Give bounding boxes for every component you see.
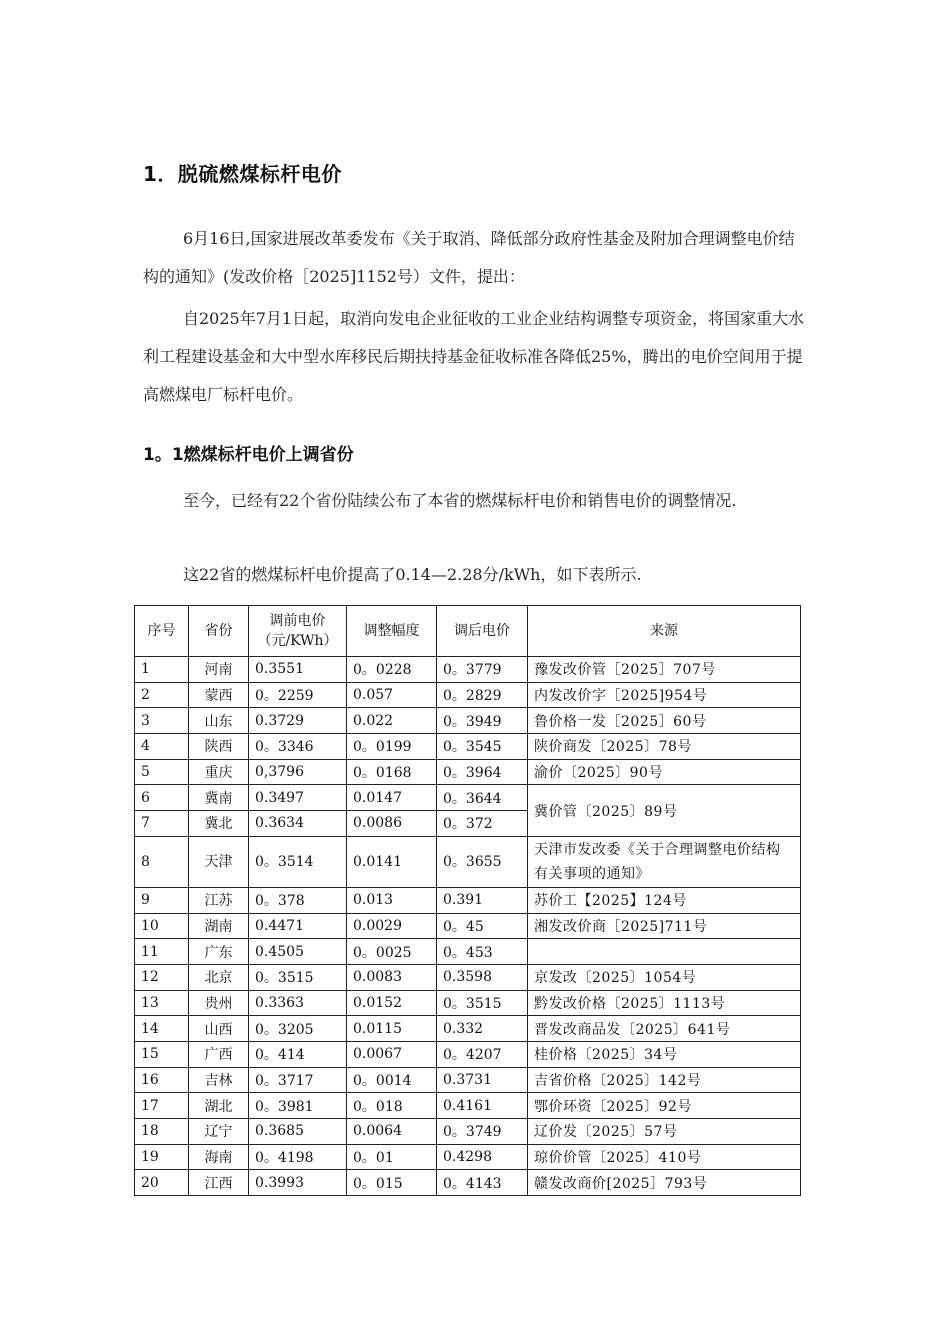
- cell-source: 桂价格〔2025〕34号: [528, 1041, 801, 1067]
- cell-source: 赣发改商价[2025］793号: [528, 1170, 801, 1196]
- cell-change: 0。0228: [347, 657, 437, 683]
- cell-change: 0.0141: [347, 836, 437, 887]
- cell-change: 0。0025: [347, 939, 437, 965]
- cell-province: 辽宁: [189, 1119, 249, 1145]
- cell-price-before: 0。378: [249, 887, 347, 913]
- header-price-after: 调后电价: [437, 606, 528, 657]
- cell-no: 13: [135, 990, 189, 1016]
- cell-price-before: 0.4471: [249, 913, 347, 939]
- cell-price-before: 0。3205: [249, 1016, 347, 1042]
- cell-price-after: 0。4207: [437, 1041, 528, 1067]
- cell-no: 20: [135, 1170, 189, 1196]
- table-row: [135, 785, 801, 811]
- cell-change: 0.0067: [347, 1041, 437, 1067]
- cell-source: 吉省价格〔2025〕142号: [528, 1067, 801, 1093]
- cell-province: 北京: [189, 964, 249, 990]
- table-row: [135, 836, 801, 887]
- cell-price-after: 0。3655: [437, 836, 528, 887]
- cell-price-after: 0.391: [437, 887, 528, 913]
- cell-price-before: 0。3981: [249, 1093, 347, 1119]
- cell-change: 0。01: [347, 1144, 437, 1170]
- cell-price-after: 0。3515: [437, 990, 528, 1016]
- cell-change: 0。0014: [347, 1067, 437, 1093]
- table-row: [135, 682, 801, 708]
- cell-price-before: 0。3514: [249, 836, 347, 887]
- paragraph-summary: 至今，已经有22个省份陆续公布了本省的燃煤标杆电价和销售电价的调整情况.: [183, 491, 737, 510]
- section-title: 1．脱硫燃煤标杆电价: [143, 162, 342, 186]
- cell-price-before: 0。4198: [249, 1144, 347, 1170]
- cell-price-after: 0.3598: [437, 964, 528, 990]
- cell-price-after: 0。453: [437, 939, 528, 965]
- cell-price-before: 0.3993: [249, 1170, 347, 1196]
- table-row: [135, 1170, 801, 1196]
- header-change: 调整幅度: [347, 606, 437, 657]
- cell-province: 冀南: [189, 785, 249, 811]
- cell-source: 鄂价环资〔2025〕92号: [528, 1093, 801, 1119]
- cell-change: 0。0168: [347, 759, 437, 785]
- cell-no: 19: [135, 1144, 189, 1170]
- cell-no: 18: [135, 1119, 189, 1145]
- cell-no: 9: [135, 887, 189, 913]
- cell-province: 广西: [189, 1041, 249, 1067]
- table-row: [135, 1144, 801, 1170]
- table-row: [135, 1016, 801, 1042]
- cell-source: 鲁价格一发［2025］60号: [528, 708, 801, 734]
- paragraph-announcement: 6月16日,国家进展改革委发布《关于取消、降低部分政府性基金及附加合理调整电价结构的通知》(发改价格［2025]1152号）文件，提出：: [143, 229, 795, 286]
- cell-province: 湖南: [189, 913, 249, 939]
- cell-price-before: 0.3685: [249, 1119, 347, 1145]
- cell-province: 蒙西: [189, 682, 249, 708]
- cell-source: 京发改〔2025〕1054号: [528, 964, 801, 990]
- cell-province: 江西: [189, 1170, 249, 1196]
- cell-price-before: 0.4505: [249, 939, 347, 965]
- cell-price-before: 0.3551: [249, 657, 347, 683]
- cell-province: 贵州: [189, 990, 249, 1016]
- price-adjustment-table: [134, 605, 801, 1196]
- cell-price-after: 0.332: [437, 1016, 528, 1042]
- cell-price-after: 0.3731: [437, 1067, 528, 1093]
- cell-source: 冀价管〔2025〕89号: [528, 785, 801, 836]
- cell-price-before: 0。3717: [249, 1067, 347, 1093]
- cell-price-after: 0。3644: [437, 785, 528, 811]
- cell-source: 渝价〔2025〕90号: [528, 759, 801, 785]
- table-body: [135, 657, 801, 1196]
- table-row: [135, 708, 801, 734]
- cell-no: 12: [135, 964, 189, 990]
- cell-province: 海南: [189, 1144, 249, 1170]
- cell-price-before: 0.3497: [249, 785, 347, 811]
- cell-source: 黔发改价格〔2025〕1113号: [528, 990, 801, 1016]
- cell-no: 7: [135, 811, 189, 837]
- cell-province: 重庆: [189, 759, 249, 785]
- cell-price-before: 0。3346: [249, 734, 347, 760]
- cell-change: 0。0199: [347, 734, 437, 760]
- cell-no: 15: [135, 1041, 189, 1067]
- table-row: [135, 1119, 801, 1145]
- cell-no: 2: [135, 682, 189, 708]
- cell-no: 17: [135, 1093, 189, 1119]
- cell-no: 4: [135, 734, 189, 760]
- table-row: [135, 759, 801, 785]
- cell-source: 苏价工【2025】124号: [528, 887, 801, 913]
- cell-change: 0.0147: [347, 785, 437, 811]
- cell-no: 10: [135, 913, 189, 939]
- cell-price-after: 0。3749: [437, 1119, 528, 1145]
- cell-change: 0.0115: [347, 1016, 437, 1042]
- header-source: 来源: [528, 606, 801, 657]
- cell-province: 冀北: [189, 811, 249, 837]
- cell-no: 14: [135, 1016, 189, 1042]
- paragraph-table-intro: 这22省的燃煤标杆电价提高了0.14—2.28分/kWh，如下表所示.: [183, 565, 642, 584]
- paragraph-policy: 自2025年7月1日起，取消向发电企业征收的工业企业结构调整专项资金，将国家重大水利工程建设基金和大中型水库移民后期扶持基金征收标准各降低25%，腾出的电价空间用于提高燃煤电厂标杆电价。: [143, 309, 805, 404]
- table-row: [135, 913, 801, 939]
- table-row: [135, 990, 801, 1016]
- cell-change: 0。015: [347, 1170, 437, 1196]
- cell-no: 5: [135, 759, 189, 785]
- cell-price-before: 0,3796: [249, 759, 347, 785]
- cell-province: 天津: [189, 836, 249, 887]
- header-no: 序号: [135, 606, 189, 657]
- cell-change: 0.057: [347, 682, 437, 708]
- cell-price-after: 0。3964: [437, 759, 528, 785]
- cell-no: 11: [135, 939, 189, 965]
- cell-province: 吉林: [189, 1067, 249, 1093]
- cell-change: 0.0152: [347, 990, 437, 1016]
- cell-source: 琼价价管〔2025〕410号: [528, 1144, 801, 1170]
- table-row: [135, 939, 801, 965]
- cell-change: 0.0086: [347, 811, 437, 837]
- header-price-before: 调前电价（元/KWh）: [249, 606, 347, 657]
- cell-price-before: 0.3634: [249, 811, 347, 837]
- cell-price-after: 0。45: [437, 913, 528, 939]
- cell-no: 8: [135, 836, 189, 887]
- cell-price-after: 0.4298: [437, 1144, 528, 1170]
- cell-change: 0.0083: [347, 964, 437, 990]
- cell-no: 1: [135, 657, 189, 683]
- cell-change: 0.022: [347, 708, 437, 734]
- cell-price-before: 0。3515: [249, 964, 347, 990]
- cell-province: 陕西: [189, 734, 249, 760]
- table-row: [135, 964, 801, 990]
- cell-source: [528, 939, 801, 965]
- cell-source: 湘发改价商［2025]711号: [528, 913, 801, 939]
- cell-price-before: 0.3729: [249, 708, 347, 734]
- cell-price-before: 0.3363: [249, 990, 347, 1016]
- cell-change: 0.0029: [347, 913, 437, 939]
- cell-source: 晋发改商品发〔2025〕641号: [528, 1016, 801, 1042]
- table-header-row: [135, 606, 801, 657]
- cell-source: 辽价发〔2025〕57号: [528, 1119, 801, 1145]
- table-row: [135, 734, 801, 760]
- cell-province: 河南: [189, 657, 249, 683]
- cell-price-after: 0.4161: [437, 1093, 528, 1119]
- table-row: [135, 1093, 801, 1119]
- cell-price-after: 0。4143: [437, 1170, 528, 1196]
- cell-no: 16: [135, 1067, 189, 1093]
- cell-price-after: 0。372: [437, 811, 528, 837]
- cell-change: 0.013: [347, 887, 437, 913]
- table-row: [135, 887, 801, 913]
- cell-price-after: 0。3545: [437, 734, 528, 760]
- cell-change: 0.0064: [347, 1119, 437, 1145]
- cell-source: 天津市发改委《关于合理调整电价结构有关事项的通知》: [528, 836, 801, 887]
- cell-province: 广东: [189, 939, 249, 965]
- table-row: [135, 1067, 801, 1093]
- cell-price-after: 0。3949: [437, 708, 528, 734]
- cell-price-after: 0。2829: [437, 682, 528, 708]
- cell-province: 湖北: [189, 1093, 249, 1119]
- cell-no: 3: [135, 708, 189, 734]
- cell-province: 山西: [189, 1016, 249, 1042]
- cell-source: 内发改价字［2025]954号: [528, 682, 801, 708]
- cell-price-before: 0。2259: [249, 682, 347, 708]
- cell-province: 山东: [189, 708, 249, 734]
- table-row: [135, 1041, 801, 1067]
- cell-price-after: 0。3779: [437, 657, 528, 683]
- subsection-title: 1。1燃煤标杆电价上调省份: [143, 445, 354, 465]
- cell-change: 0。018: [347, 1093, 437, 1119]
- table-row: [135, 657, 801, 683]
- cell-no: 6: [135, 785, 189, 811]
- cell-price-before: 0。414: [249, 1041, 347, 1067]
- header-province: 省份: [189, 606, 249, 657]
- cell-province: 江苏: [189, 887, 249, 913]
- cell-source: 陕价商发〔2025〕78号: [528, 734, 801, 760]
- cell-source: 豫发改价管［2025］707号: [528, 657, 801, 683]
